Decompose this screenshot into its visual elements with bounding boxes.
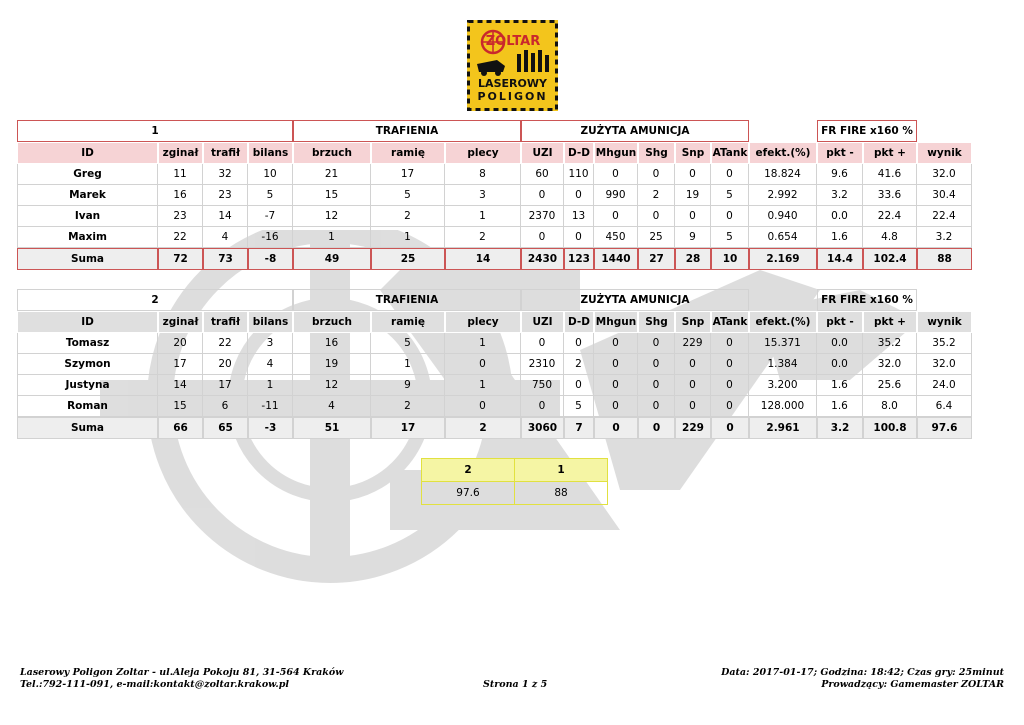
column-header: ATank (711, 311, 749, 333)
stat-cell: 6 (203, 396, 248, 417)
player-row (17, 354, 972, 375)
svg-text:POLIGON: POLIGON (477, 90, 548, 103)
player-name: Marek (17, 185, 158, 206)
stat-cell: 3 (445, 185, 521, 206)
stat-cell: 0.0 (817, 206, 863, 227)
column-header: trafił (203, 311, 248, 333)
stat-cell: 0 (638, 333, 675, 354)
column-header: efekt.(%) (749, 142, 817, 164)
stat-cell: 0 (594, 206, 638, 227)
ammo-group-header: ZUŻYTA AMUNICJA (521, 289, 749, 311)
stat-cell: 20 (203, 354, 248, 375)
stat-cell: 0 (638, 164, 675, 185)
stat-cell: 0 (594, 375, 638, 396)
fr-fire-header: FR FIRE x160 % (817, 120, 917, 142)
sum-cell: 17 (371, 417, 445, 439)
team-2-table (17, 289, 972, 439)
stat-cell: 22.4 (917, 206, 972, 227)
stat-cell: -16 (248, 227, 293, 248)
stat-cell: 1 (445, 333, 521, 354)
column-header: trafił (203, 142, 248, 164)
sum-cell: 14 (445, 248, 521, 270)
stat-cell: 0 (638, 396, 675, 417)
column-header: zginał (158, 311, 203, 333)
stat-cell: -11 (248, 396, 293, 417)
stat-cell: 0 (675, 206, 711, 227)
column-header: ID (17, 142, 158, 164)
stat-cell: 990 (594, 185, 638, 206)
stat-cell: 0 (711, 375, 749, 396)
header-gap (917, 289, 972, 311)
column-header: Shg (638, 311, 675, 333)
stat-cell: 1.384 (749, 354, 817, 375)
column-header: Snp (675, 142, 711, 164)
stat-cell: 0.0 (817, 354, 863, 375)
player-name: Justyna (17, 375, 158, 396)
stat-cell: 1 (248, 375, 293, 396)
stat-cell: 0 (521, 396, 564, 417)
sum-cell: 14.4 (817, 248, 863, 270)
stat-cell: 1 (445, 375, 521, 396)
sum-cell: 72 (158, 248, 203, 270)
stat-cell: 3.2 (817, 185, 863, 206)
svg-text:ZOLTAR: ZOLTAR (485, 34, 541, 49)
stat-cell: 0 (638, 375, 675, 396)
sum-cell: -8 (248, 248, 293, 270)
stat-cell: 0 (521, 185, 564, 206)
stat-cell: 450 (594, 227, 638, 248)
stat-cell: 1 (371, 354, 445, 375)
stat-cell: 0.940 (749, 206, 817, 227)
player-row (17, 333, 972, 354)
column-header: zginał (158, 142, 203, 164)
sum-cell: 27 (638, 248, 675, 270)
sum-cell: 49 (293, 248, 371, 270)
stat-cell: 17 (371, 164, 445, 185)
stat-cell: 2.992 (749, 185, 817, 206)
stat-cell: 2 (638, 185, 675, 206)
player-row (17, 375, 972, 396)
player-row (17, 227, 972, 248)
stat-cell: 11 (158, 164, 203, 185)
column-header: ramię (371, 311, 445, 333)
hits-group-header: TRAFIENIA (293, 289, 521, 311)
column-header: bilans (248, 311, 293, 333)
stat-cell: 23 (203, 185, 248, 206)
column-header: plecy (445, 311, 521, 333)
result-value-team-1: 88 (515, 482, 608, 505)
sum-cell: 1440 (594, 248, 638, 270)
stat-cell: 5 (371, 333, 445, 354)
sum-cell: 3060 (521, 417, 564, 439)
sum-cell: 3.2 (817, 417, 863, 439)
stat-cell: 19 (675, 185, 711, 206)
stat-cell: 13 (564, 206, 594, 227)
stat-cell: 1 (371, 227, 445, 248)
stat-cell: 0 (445, 354, 521, 375)
column-header: pkt + (863, 142, 917, 164)
stat-cell: 0 (564, 375, 594, 396)
stat-cell: 20 (158, 333, 203, 354)
stat-cell: 1 (445, 206, 521, 227)
stat-cell: 25 (638, 227, 675, 248)
stat-cell: 25.6 (863, 375, 917, 396)
footer-date-line: Data: 2017-01-17; Godzina: 18:42; Czas gry: 25minut (721, 667, 1004, 678)
stat-cell: 16 (293, 333, 371, 354)
column-header: plecy (445, 142, 521, 164)
stat-cell: 2370 (521, 206, 564, 227)
column-header: D-D (564, 311, 594, 333)
player-name: Ivan (17, 206, 158, 227)
sum-cell: 25 (371, 248, 445, 270)
player-name: Roman (17, 396, 158, 417)
sum-row (17, 417, 972, 439)
stat-cell: 0 (521, 333, 564, 354)
stat-cell: 14 (203, 206, 248, 227)
stat-cell: 0 (675, 396, 711, 417)
stat-cell: 1.6 (817, 227, 863, 248)
sum-cell: 229 (675, 417, 711, 439)
stat-cell: 9 (675, 227, 711, 248)
stat-cell: 0.0 (817, 333, 863, 354)
stat-cell: 0 (711, 354, 749, 375)
stat-cell: 60 (521, 164, 564, 185)
sum-cell: 100.8 (863, 417, 917, 439)
footer-contact-line: Tel.:792-111-091, e-mail:kontakt@zoltar.krakow.pl (20, 679, 289, 690)
sum-cell: 0 (594, 417, 638, 439)
stat-cell: 3.2 (917, 227, 972, 248)
team-1-table (17, 120, 972, 270)
stat-cell: 9 (371, 375, 445, 396)
stat-cell: 0 (594, 164, 638, 185)
sum-cell: 123 (564, 248, 594, 270)
stat-cell: 3.200 (749, 375, 817, 396)
team-name-header: 1 (17, 120, 293, 142)
footer-page-number: Strona 1 z 5 (483, 679, 548, 690)
player-row (17, 206, 972, 227)
stat-cell: 23 (158, 206, 203, 227)
column-header: UZI (521, 311, 564, 333)
stat-cell: 6.4 (917, 396, 972, 417)
stat-cell: 5 (248, 185, 293, 206)
stat-cell: 0 (564, 333, 594, 354)
column-header: Shg (638, 142, 675, 164)
stat-cell: 1.6 (817, 396, 863, 417)
stat-cell: 1.6 (817, 375, 863, 396)
stat-cell: 0 (675, 354, 711, 375)
player-name: Maxim (17, 227, 158, 248)
stat-cell: 2 (371, 396, 445, 417)
stat-cell: 128.000 (749, 396, 817, 417)
stat-cell: 32.0 (863, 354, 917, 375)
stat-cell: 12 (293, 375, 371, 396)
zoltar-logo (467, 20, 558, 111)
result-value-team-2: 97.6 (422, 482, 515, 505)
stat-cell: 0 (675, 375, 711, 396)
stat-cell: 229 (675, 333, 711, 354)
column-header: pkt - (817, 311, 863, 333)
stat-cell: 4 (203, 227, 248, 248)
column-header: ramię (371, 142, 445, 164)
sum-cell: -3 (248, 417, 293, 439)
column-header: Snp (675, 311, 711, 333)
stat-cell: 33.6 (863, 185, 917, 206)
hits-group-header: TRAFIENIA (293, 120, 521, 142)
sum-cell: 97.6 (917, 417, 972, 439)
stat-cell: 5 (371, 185, 445, 206)
sum-cell: 102.4 (863, 248, 917, 270)
stat-cell: 2310 (521, 354, 564, 375)
column-header: wynik (917, 311, 972, 333)
column-header: ATank (711, 142, 749, 164)
sum-cell: 10 (711, 248, 749, 270)
header-gap (749, 289, 817, 311)
column-header: pkt - (817, 142, 863, 164)
player-row (17, 185, 972, 206)
stat-cell: 2 (371, 206, 445, 227)
stat-cell: 17 (203, 375, 248, 396)
stat-cell: 0 (564, 185, 594, 206)
stat-cell: 0 (594, 396, 638, 417)
stat-cell: 110 (564, 164, 594, 185)
column-header: ID (17, 311, 158, 333)
stat-cell: 0 (638, 206, 675, 227)
header-gap (749, 120, 817, 142)
sum-cell: 7 (564, 417, 594, 439)
sum-cell: 73 (203, 248, 248, 270)
stat-cell: 22 (158, 227, 203, 248)
result-header-team-1: 1 (515, 459, 608, 482)
stat-cell: 9.6 (817, 164, 863, 185)
stat-cell: 0.654 (749, 227, 817, 248)
stat-cell: 3 (248, 333, 293, 354)
stat-cell: 32 (203, 164, 248, 185)
column-header: D-D (564, 142, 594, 164)
stat-cell: 16 (158, 185, 203, 206)
stat-cell: 0 (711, 396, 749, 417)
stat-cell: 0 (675, 164, 711, 185)
column-header: UZI (521, 142, 564, 164)
player-name: Greg (17, 164, 158, 185)
sum-cell: 2.169 (749, 248, 817, 270)
stat-cell: 0 (564, 227, 594, 248)
stat-cell: 2 (445, 227, 521, 248)
column-header: brzuch (293, 142, 371, 164)
header-gap (917, 120, 972, 142)
svg-text:LASEROWY: LASEROWY (478, 77, 547, 90)
stat-cell: 0 (521, 227, 564, 248)
player-row (17, 396, 972, 417)
stat-cell: 22 (203, 333, 248, 354)
sum-cell: 66 (158, 417, 203, 439)
stat-cell: 32.0 (917, 164, 972, 185)
column-header: Mhgun (594, 142, 638, 164)
player-name: Szymon (17, 354, 158, 375)
stat-cell: 32.0 (917, 354, 972, 375)
stat-cell: 10 (248, 164, 293, 185)
stat-cell: 8.0 (863, 396, 917, 417)
sum-cell: 88 (917, 248, 972, 270)
column-header: bilans (248, 142, 293, 164)
stat-cell: 18.824 (749, 164, 817, 185)
sum-label: Suma (17, 248, 158, 270)
stat-cell: 0 (594, 333, 638, 354)
stat-cell: 4 (248, 354, 293, 375)
stat-cell: 12 (293, 206, 371, 227)
team-name-header: 2 (17, 289, 293, 311)
stat-cell: 5 (711, 185, 749, 206)
column-header: Mhgun (594, 311, 638, 333)
stat-cell: 0 (594, 354, 638, 375)
sum-cell: 65 (203, 417, 248, 439)
ammo-group-header: ZUŻYTA AMUNICJA (521, 120, 749, 142)
fr-fire-header: FR FIRE x160 % (817, 289, 917, 311)
footer-address-line: Laserowy Poligon Zoltar - ul.Aleja Pokoju 81, 31-564 Kraków (20, 667, 344, 678)
player-row (17, 164, 972, 185)
stat-cell: 41.6 (863, 164, 917, 185)
stat-cell: 750 (521, 375, 564, 396)
stat-cell: 35.2 (917, 333, 972, 354)
column-header: efekt.(%) (749, 311, 817, 333)
column-header: pkt + (863, 311, 917, 333)
footer-gamemaster-line: Prowadzący: Gamemaster ZOLTAR (821, 679, 1004, 690)
stat-cell: 5 (711, 227, 749, 248)
column-header: brzuch (293, 311, 371, 333)
stat-cell: 2 (564, 354, 594, 375)
sum-cell: 2 (445, 417, 521, 439)
stat-cell: 19 (293, 354, 371, 375)
stat-cell: 0 (711, 206, 749, 227)
stat-cell: 4.8 (863, 227, 917, 248)
stat-cell: 0 (638, 354, 675, 375)
result-header-team-2: 2 (422, 459, 515, 482)
sum-cell: 2.961 (749, 417, 817, 439)
stat-cell: 4 (293, 396, 371, 417)
stat-cell: -7 (248, 206, 293, 227)
stat-cell: 14 (158, 375, 203, 396)
stat-cell: 15 (158, 396, 203, 417)
sum-label: Suma (17, 417, 158, 439)
stat-cell: 21 (293, 164, 371, 185)
stat-cell: 17 (158, 354, 203, 375)
stat-cell: 0 (445, 396, 521, 417)
stat-cell: 0 (711, 164, 749, 185)
sum-cell: 51 (293, 417, 371, 439)
player-name: Tomasz (17, 333, 158, 354)
stat-cell: 35.2 (863, 333, 917, 354)
stat-cell: 8 (445, 164, 521, 185)
sum-cell: 2430 (521, 248, 564, 270)
stat-cell: 22.4 (863, 206, 917, 227)
column-header: wynik (917, 142, 972, 164)
footer-game-info (721, 667, 1004, 691)
results-table (421, 458, 608, 505)
footer-address (20, 667, 343, 691)
sum-row (17, 248, 972, 270)
stat-cell: 15.371 (749, 333, 817, 354)
sum-cell: 0 (638, 417, 675, 439)
stat-cell: 0 (711, 333, 749, 354)
stat-cell: 30.4 (917, 185, 972, 206)
stat-cell: 24.0 (917, 375, 972, 396)
sum-cell: 0 (711, 417, 749, 439)
stat-cell: 1 (293, 227, 371, 248)
stat-cell: 5 (564, 396, 594, 417)
sum-cell: 28 (675, 248, 711, 270)
stat-cell: 15 (293, 185, 371, 206)
